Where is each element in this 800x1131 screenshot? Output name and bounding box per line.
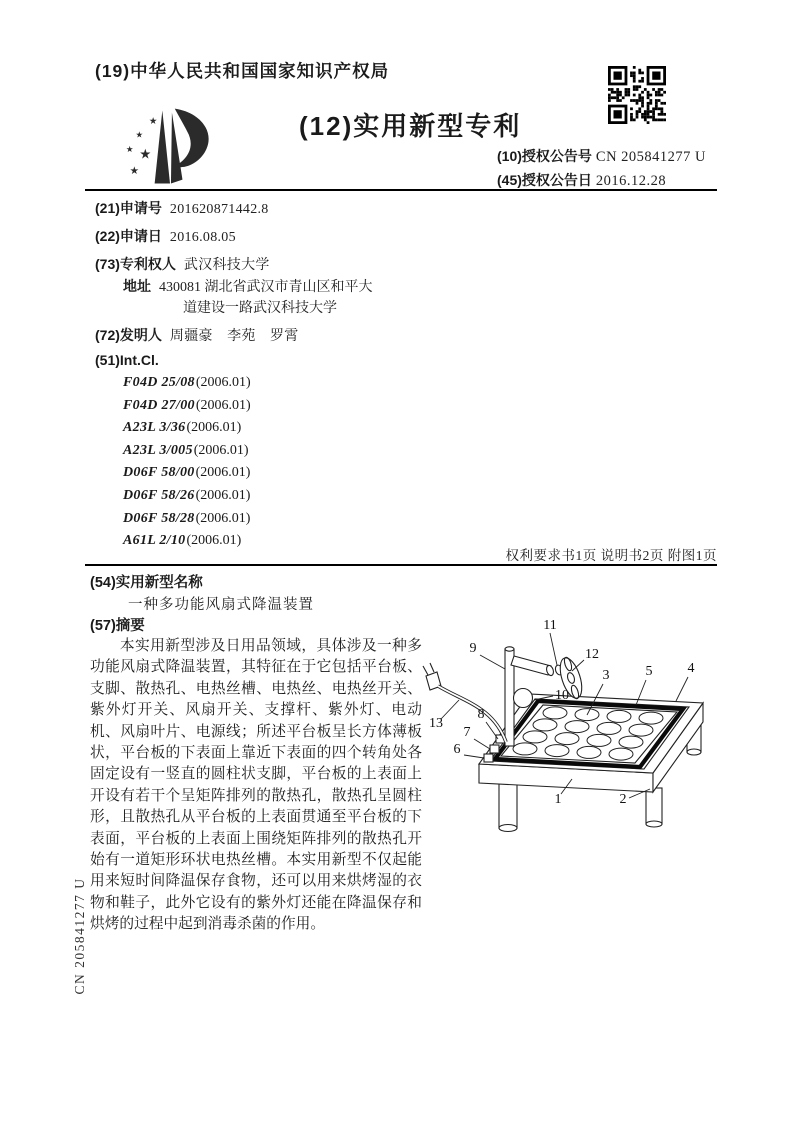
qr-cell (616, 99, 619, 102)
qr-cell (630, 118, 633, 121)
qr-cell (638, 99, 641, 102)
qr-cell (658, 94, 661, 97)
qr-cell (619, 94, 622, 97)
figure-leader-line (480, 655, 505, 669)
heat-hole (607, 710, 631, 722)
uv-lamp-switch (490, 745, 499, 753)
qr-cell (633, 85, 636, 88)
figure-leader-line (441, 700, 459, 719)
ipc-version: (2006.01) (195, 510, 251, 526)
application-date-label: (22)申请日 (95, 228, 162, 244)
qr-cell (622, 96, 625, 99)
application-number-value: 201620871442.8 (169, 202, 269, 217)
qr-cell (663, 102, 666, 105)
cnipa-logo (122, 98, 218, 196)
publication-number-label: (10)授权公告号 (497, 148, 592, 164)
address-line2: 道建设一路武汉科技大学 (183, 301, 337, 316)
ipc-code: A61L 2/10 (123, 533, 186, 549)
qr-cell (658, 113, 661, 116)
qr-cell (616, 88, 619, 91)
figure-callout-3: 3 (602, 668, 610, 683)
side-publication-code: CN 205841277 U (72, 877, 87, 995)
ipc-code: F04D 25/08 (123, 375, 195, 390)
patentee-label: (73)专利权人 (95, 256, 176, 272)
qr-cell (627, 91, 630, 94)
qr-cell (614, 96, 617, 99)
ipc-version: (2006.01) (186, 420, 242, 436)
qr-cell (655, 99, 658, 102)
qr-cell (652, 118, 655, 121)
ipc-code-row (123, 395, 251, 418)
heat-hole (513, 743, 537, 755)
intcl-label: (51)Int.Cl. (95, 352, 159, 368)
qr-cell (655, 118, 658, 121)
qr-code (608, 66, 666, 124)
qr-cell (644, 110, 647, 113)
header-divider (85, 189, 717, 191)
qr-cell (625, 94, 628, 97)
ipc-code-row (123, 417, 251, 440)
figure-callout-9: 9 (469, 641, 477, 656)
qr-cell (627, 94, 630, 97)
qr-cell (630, 72, 633, 75)
qr-cell (619, 91, 622, 94)
qr-cell (638, 72, 641, 75)
qr-cell (627, 88, 630, 91)
qr-cell (658, 88, 661, 91)
qr-cell (663, 118, 666, 121)
heat-hole (609, 748, 633, 760)
qr-cell (641, 91, 644, 94)
publication-date-row (497, 170, 666, 190)
qr-cell (630, 107, 633, 110)
heating-wire-switch (484, 754, 493, 762)
qr-cell (660, 88, 663, 91)
address-line1: 430081 湖北省武汉市青山区和平大 (159, 280, 373, 295)
heat-hole (533, 719, 557, 731)
ipc-code: D06F 58/00 (123, 465, 195, 481)
qr-cell (636, 116, 639, 119)
section-divider (85, 564, 717, 566)
ipc-code: D06F 58/26 (123, 487, 195, 503)
qr-cell (611, 91, 614, 94)
qr-cell (633, 99, 636, 102)
qr-cell (614, 91, 617, 94)
logo-star: ★ (139, 146, 152, 162)
qr-cell (660, 118, 663, 121)
address-label: 地址 (123, 278, 151, 294)
heat-hole (577, 746, 601, 758)
plug-prong (430, 663, 434, 672)
qr-cell (633, 94, 636, 97)
application-date-row (95, 226, 236, 246)
patentee-value: 武汉科技大学 (183, 258, 270, 273)
figure-leg-foot (687, 749, 701, 755)
qr-cell (638, 85, 641, 88)
qr-cell (660, 107, 663, 110)
heat-hole (629, 724, 653, 736)
ipc-code-row (123, 508, 251, 531)
qr-cell (649, 99, 652, 102)
support-pole-cap (505, 647, 514, 651)
figure-callout-1: 1 (554, 792, 562, 807)
qr-cell (638, 80, 641, 83)
qr-cell (644, 88, 647, 91)
qr-cell (616, 91, 619, 94)
qr-cell (636, 113, 639, 116)
invention-title: 一种多功能风扇式降温装置 (128, 597, 314, 613)
ipc-version: (2006.01) (186, 533, 242, 549)
power-cable (438, 686, 506, 742)
qr-cell (641, 72, 644, 75)
logo-star: ★ (125, 143, 134, 154)
figure-leader-line (464, 755, 484, 758)
qr-cell (638, 110, 641, 113)
qr-cell (652, 110, 655, 113)
qr-cell (608, 99, 611, 102)
qr-cell (625, 88, 628, 91)
doc-type-title: (12)实用新型专利 (299, 111, 522, 141)
qr-cell (630, 113, 633, 116)
qr-cell (652, 113, 655, 116)
qr-cell (655, 102, 658, 105)
figure-leader-line (676, 677, 688, 701)
qr-cell (641, 96, 644, 99)
ipc-code-row (123, 440, 251, 463)
qr-cell (647, 121, 650, 124)
publication-number-value: CN 205841277 U (595, 149, 707, 165)
qr-cell (641, 116, 644, 119)
qr-cell (644, 113, 647, 116)
intcl-row (95, 352, 159, 370)
qr-cell (633, 88, 636, 91)
qr-cell (630, 74, 633, 77)
qr-cell (658, 118, 661, 121)
figure-leg (499, 780, 517, 828)
figure-callout-13: 13 (429, 716, 443, 731)
ipc-version: (2006.01) (195, 375, 251, 390)
ipc-version: (2006.01) (195, 487, 251, 503)
qr-cell (644, 118, 647, 121)
qr-cell (652, 107, 655, 110)
heat-hole (543, 707, 567, 719)
qr-cell (649, 94, 652, 97)
logo-star: ★ (129, 165, 140, 177)
qr-cell (647, 113, 650, 116)
qr-cell (638, 107, 641, 110)
qr-cell (641, 99, 644, 102)
ipc-code: A23L 3/005 (123, 442, 193, 458)
figure-leg-foot (646, 821, 662, 827)
heat-hole (597, 722, 621, 734)
qr-cell (660, 110, 663, 113)
qr-cell (625, 91, 628, 94)
qr-cell (649, 102, 652, 105)
qr-cell (630, 116, 633, 119)
qr-cell (608, 94, 611, 97)
qr-cell (638, 94, 641, 97)
figure-leader-line (474, 739, 490, 749)
figure-leg (646, 788, 662, 824)
qr-cell (611, 96, 614, 99)
heat-hole (523, 731, 547, 743)
abstract-label: (57)摘要 (90, 618, 145, 634)
figure-callout-4: 4 (687, 661, 695, 676)
ipc-code-row (123, 462, 251, 485)
qr-cell (647, 116, 650, 119)
inventors-label: (72)发明人 (95, 327, 162, 343)
abstract-text (90, 636, 422, 936)
qr-cell (647, 102, 650, 105)
qr-cell (636, 99, 639, 102)
logo-star: ★ (135, 129, 144, 140)
qr-cell (641, 102, 644, 105)
qr-cell (633, 80, 636, 83)
qr-cell (636, 88, 639, 91)
ipc-version: (2006.01) (193, 442, 249, 458)
qr-cell (658, 107, 661, 110)
qr-code-graphic (608, 66, 666, 124)
qr-cell (630, 99, 633, 102)
invention-title-label: (54)实用新型名称 (90, 575, 203, 591)
qr-cell (660, 113, 663, 116)
ipc-version: (2006.01) (195, 465, 251, 481)
qr-cell (649, 116, 652, 119)
uv-lamp (514, 689, 533, 708)
figure-callout-6: 6 (453, 742, 461, 757)
heat-hole (639, 712, 663, 724)
qr-cell (633, 77, 636, 80)
heat-hole (565, 721, 589, 733)
qr-cell (636, 110, 639, 113)
power-cable-highlight (438, 686, 506, 742)
patent-figure-drawing (420, 612, 720, 837)
qr-cell (608, 88, 611, 91)
qr-cell (647, 110, 650, 113)
qr-cell (638, 96, 641, 99)
heat-hole (545, 745, 569, 757)
heat-hole (619, 736, 643, 748)
figure-callout-8: 8 (477, 707, 485, 722)
qr-cell (641, 77, 644, 80)
figure-callout-12: 12 (585, 647, 599, 662)
qr-cell (633, 66, 636, 69)
qr-cell (655, 107, 658, 110)
plug-prong (423, 666, 428, 675)
figure-callout-10: 10 (555, 688, 569, 703)
address-row (123, 276, 373, 296)
logo-star: ★ (148, 115, 158, 127)
ipc-code-row (123, 372, 251, 395)
publication-date-value: 2016.12.28 (595, 173, 667, 189)
cnipa-logo-graphic (122, 98, 218, 196)
qr-cell (633, 74, 636, 77)
ipc-version: (2006.01) (195, 397, 251, 413)
qr-cell (660, 102, 663, 105)
application-date-value: 2016.08.05 (169, 230, 236, 245)
abstract-body: 本实用新型涉及日用品领域，具体涉及一种多功能风扇式降温装置，其特征在于它包括平台板、支脚、散热孔、电热丝槽、电热丝、电热丝开关、紫外灯开关、风扇开关、支撑杆、紫外灯、电动机、风扇叶片、电源线；所述平台板呈长方体薄板状，平台板的下表面上靠近下表面的四个转角处各固定设有一竖直的圆柱状支脚，平台板的上表面上开设有若干个呈矩阵排列的散热孔，散热孔呈圆柱形，且散热孔从平台板的上表面贯通至平台板的下表面，平台板的上表面上围绕矩阵排列的散热孔开始有一道矩形环状电热丝槽。本实用新型不仅起能用来短时间降温保存食物，还可以用来烘烤湿的衣物和鞋子，此外它设有的紫外灯还能在降温保存和烘烤的过程中起到消毒杀菌的作用。 (90, 638, 422, 933)
patent-office-name: (19)中华人民共和国国家知识产权局 (95, 61, 390, 81)
qr-cell (616, 94, 619, 97)
figure-leader-line (550, 633, 557, 665)
qr-cell (652, 116, 655, 119)
ipc-code: F04D 27/00 (123, 397, 195, 413)
application-number-row (95, 198, 269, 218)
qr-cell (647, 91, 650, 94)
qr-cell (647, 107, 650, 110)
inventors-row (95, 325, 299, 345)
qr-cell (616, 96, 619, 99)
qr-cell (611, 88, 614, 91)
publication-date-label: (45)授权公告日 (497, 172, 592, 188)
figure-callout-5: 5 (645, 664, 653, 679)
pages-info: 权利要求书1页 说明书2页 附图1页 (505, 548, 717, 563)
inventors-value: 周疆豪 李苑 罗霄 (169, 329, 299, 344)
qr-cell (649, 110, 652, 113)
qr-cell (647, 105, 650, 108)
qr-cell (660, 94, 663, 97)
qr-cell (644, 116, 647, 119)
qr-cell (655, 91, 658, 94)
qr-cell (636, 85, 639, 88)
ipc-code: D06F 58/28 (123, 510, 195, 526)
ipc-code: A23L 3/36 (123, 420, 186, 436)
qr-cell (658, 99, 661, 102)
qr-cell (641, 113, 644, 116)
qr-cell (641, 80, 644, 83)
application-number-label: (21)申请号 (95, 200, 162, 216)
patent-figure (420, 612, 720, 837)
heat-hole (555, 733, 579, 745)
qr-cell (652, 88, 655, 91)
figure-leg-foot (499, 825, 517, 832)
ipc-code-row (123, 485, 251, 508)
qr-cell (633, 72, 636, 75)
figure-callout-2: 2 (619, 792, 627, 807)
qr-cell (641, 105, 644, 108)
qr-cell (655, 94, 658, 97)
qr-cell (619, 99, 622, 102)
publication-number-row (497, 146, 706, 166)
qr-cell (636, 102, 639, 105)
qr-cell (647, 96, 650, 99)
qr-cell (633, 118, 636, 121)
qr-cell (638, 69, 641, 72)
qr-cell (608, 96, 611, 99)
qr-cell (647, 94, 650, 97)
figure-callout-7: 7 (463, 725, 471, 740)
ipc-code-list (123, 372, 251, 553)
heat-hole (587, 734, 611, 746)
figure-callout-11: 11 (543, 618, 557, 633)
qr-cell (655, 105, 658, 108)
ipc-code-row (123, 530, 251, 553)
patentee-row (95, 254, 270, 274)
qr-cell (658, 91, 661, 94)
qr-cell (663, 91, 666, 94)
motor-arm (511, 656, 551, 675)
qr-cell (663, 113, 666, 116)
